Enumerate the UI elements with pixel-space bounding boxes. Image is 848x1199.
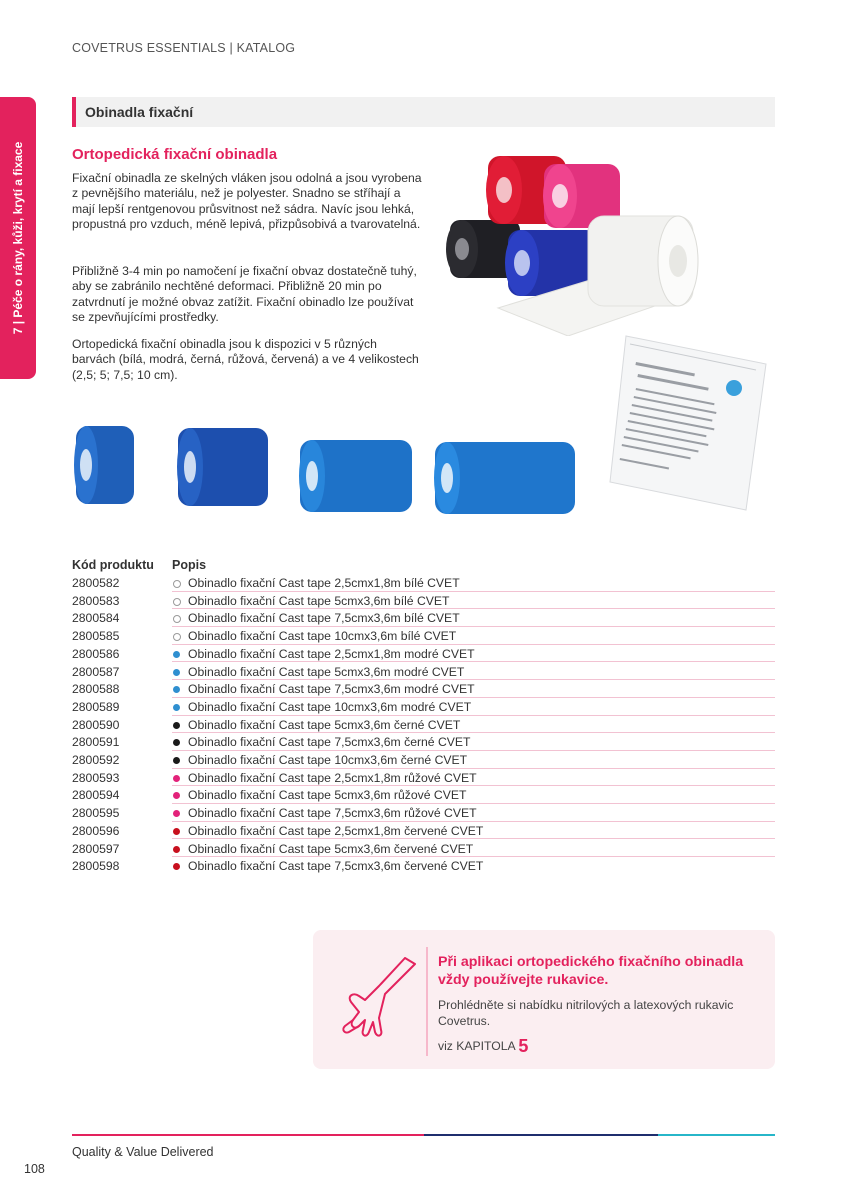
product-description: Obinadlo fixační Cast tape 5cmx3,6m černé CVET	[188, 717, 461, 732]
section-accent-stripe	[72, 97, 76, 127]
product-code: 2800588	[72, 682, 120, 697]
chapter-side-tab[interactable]	[0, 97, 36, 379]
color-dot-icon	[173, 580, 181, 588]
product-description: Obinadlo fixační Cast tape 10cmx3,6m modré CVET	[188, 699, 472, 714]
product-description-1: Fixační obinadla ze skelných vláken jsou odolná a jsou vyrobena z pevnějšího materiálu, než je polyester. Snadno se stříhají a mají lepší rentgenovou průsvitnost než sádra. Navíc jsou lehká, propustná pro vzduch, méně lepivá, přizpůsobivá a tvarovatelná.	[72, 171, 422, 231]
product-code: 2800591	[72, 735, 120, 750]
color-dot-icon	[173, 775, 180, 782]
chapter-reference-number: 5	[518, 1036, 529, 1056]
product-description: Obinadlo fixační Cast tape 7,5cmx3,6m červené CVET	[188, 859, 484, 874]
color-dot-icon	[173, 739, 180, 746]
product-description: Obinadlo fixační Cast tape 2,5cmx1,8m růžové CVET	[188, 770, 477, 785]
product-code: 2800586	[72, 646, 120, 661]
glove-callout	[313, 930, 775, 1069]
color-dot-icon	[173, 863, 180, 870]
color-dot-icon	[173, 651, 180, 658]
color-dot-icon	[173, 757, 180, 764]
blue-roll-7-5cm	[299, 440, 412, 512]
blue-roll-5cm	[177, 428, 268, 506]
product-code: 2800597	[72, 841, 120, 856]
table-row	[72, 592, 775, 610]
table-row	[72, 751, 775, 769]
footer-tagline: Quality & Value Delivered	[72, 1145, 214, 1159]
product-code: 2800582	[72, 576, 120, 590]
callout-body: Prohlédněte si nabídku nitrilových a latexových rukavic Covetrus.	[438, 998, 734, 1028]
running-header: COVETRUS ESSENTIALS | KATALOG	[72, 41, 296, 55]
product-description: Obinadlo fixační Cast tape 10cmx3,6m černé CVET	[188, 753, 468, 767]
product-image-package	[606, 332, 772, 512]
product-description: Obinadlo fixační Cast tape 5cmx3,6m červené CVET	[188, 841, 474, 856]
page-number: 108	[24, 1162, 45, 1176]
footer-rule-navy	[424, 1134, 658, 1136]
table-row	[72, 840, 775, 858]
product-code: 2800589	[72, 699, 120, 714]
product-description: Obinadlo fixační Cast tape 2,5cmx1,8m modré CVET	[188, 646, 475, 661]
product-code: 2800590	[72, 717, 120, 732]
product-description: Obinadlo fixační Cast tape 7,5cmx3,6m modré CVET	[188, 682, 475, 697]
product-description: Obinadlo fixační Cast tape 7,5cmx3,6m růžové CVET	[188, 806, 477, 821]
color-dot-icon	[173, 792, 180, 799]
color-dot-icon	[173, 722, 180, 729]
color-dot-icon	[173, 669, 180, 676]
chapter-side-tab-label: 7 | Péče o rány, kůži, krytí a fixace	[11, 141, 25, 335]
table-row	[72, 680, 775, 698]
color-dot-icon	[173, 846, 180, 853]
product-code: 2800596	[72, 823, 120, 838]
product-description: Obinadlo fixační Cast tape 7,5cmx3,6m bílé CVET	[188, 611, 460, 626]
blue-roll-2-5cm	[74, 426, 134, 504]
table-row	[72, 857, 775, 875]
chapter-reference-label: viz KAPITOLA	[438, 1039, 515, 1053]
table-row	[72, 769, 775, 787]
section-heading-bar	[72, 97, 775, 127]
table-row	[72, 574, 775, 592]
table-row	[72, 786, 775, 804]
product-image-colored-rolls	[438, 148, 700, 336]
footer-rule-teal	[658, 1134, 775, 1136]
product-description-3: Ortopedická fixační obinadla jsou k dispozici v 5 různých barvách (bílá, modrá, černá, růžová, červená) a ve 4 velikostech (2,5; 5; 7,5; 10 cm).	[72, 337, 419, 382]
glove-hand-icon	[325, 956, 421, 1044]
product-description: Obinadlo fixační Cast tape 5cmx3,6m bílé CVET	[188, 593, 450, 608]
footer-rule-pink	[72, 1134, 424, 1136]
color-dot-icon	[173, 633, 181, 641]
table-header-code: Kód produktu	[72, 558, 154, 572]
product-description-2: Přibližně 3-4 min po namočení je fixační obvaz dostatečně tuhý, aby se zabránilo nechtěné deformaci. Přibližně 20 min po zatvrdnutí je možné obvaz zatížit. Fixační obinadlo lze používat se zpevňujícími prostředky.	[72, 264, 417, 324]
product-code: 2800593	[72, 770, 120, 785]
color-dot-icon	[173, 598, 181, 606]
table-row	[72, 627, 775, 645]
table-row	[72, 716, 775, 734]
color-dot-icon	[173, 828, 180, 835]
product-code: 2800587	[72, 664, 120, 679]
table-row	[72, 822, 775, 840]
product-code: 2800583	[72, 593, 120, 608]
product-code: 2800584	[72, 611, 120, 626]
section-title: Obinadla fixační	[85, 104, 194, 120]
color-dot-icon	[173, 615, 181, 623]
blue-roll-10cm	[434, 442, 575, 514]
color-dot-icon	[173, 704, 180, 711]
table-row	[72, 609, 775, 627]
product-code: 2800595	[72, 806, 120, 821]
product-description: Obinadlo fixační Cast tape 5cmx3,6m modré CVET	[188, 664, 465, 679]
product-title: Ortopedická fixační obinadla	[72, 146, 278, 163]
product-code: 2800594	[72, 788, 120, 803]
product-description: Obinadlo fixační Cast tape 2,5cmx1,8m červené CVET	[188, 823, 484, 838]
product-image-size-rolls	[70, 414, 580, 518]
product-description: Obinadlo fixační Cast tape 10cmx3,6m bílé CVET	[188, 629, 457, 644]
table-header-description: Popis	[172, 558, 207, 572]
table-row	[72, 698, 775, 716]
color-dot-icon	[173, 686, 180, 693]
product-description: Obinadlo fixační Cast tape 5cmx3,6m růžové CVET	[188, 788, 467, 803]
color-dot-icon	[173, 810, 180, 817]
callout-divider	[426, 947, 428, 1056]
table-row	[72, 804, 775, 822]
callout-heading: Při aplikaci ortopedického fixačního obinadla vždy používejte rukavice.	[438, 954, 744, 988]
product-code: 2800592	[72, 753, 120, 767]
chapter-reference[interactable]	[438, 1034, 528, 1055]
table-row	[72, 663, 775, 681]
table-row	[72, 733, 775, 751]
product-description: Obinadlo fixační Cast tape 2,5cmx1,8m bílé CVET	[188, 576, 460, 590]
product-code: 2800585	[72, 629, 120, 644]
product-description: Obinadlo fixační Cast tape 7,5cmx3,6m černé CVET	[188, 735, 471, 750]
table-row	[72, 645, 775, 663]
product-code: 2800598	[72, 859, 120, 874]
